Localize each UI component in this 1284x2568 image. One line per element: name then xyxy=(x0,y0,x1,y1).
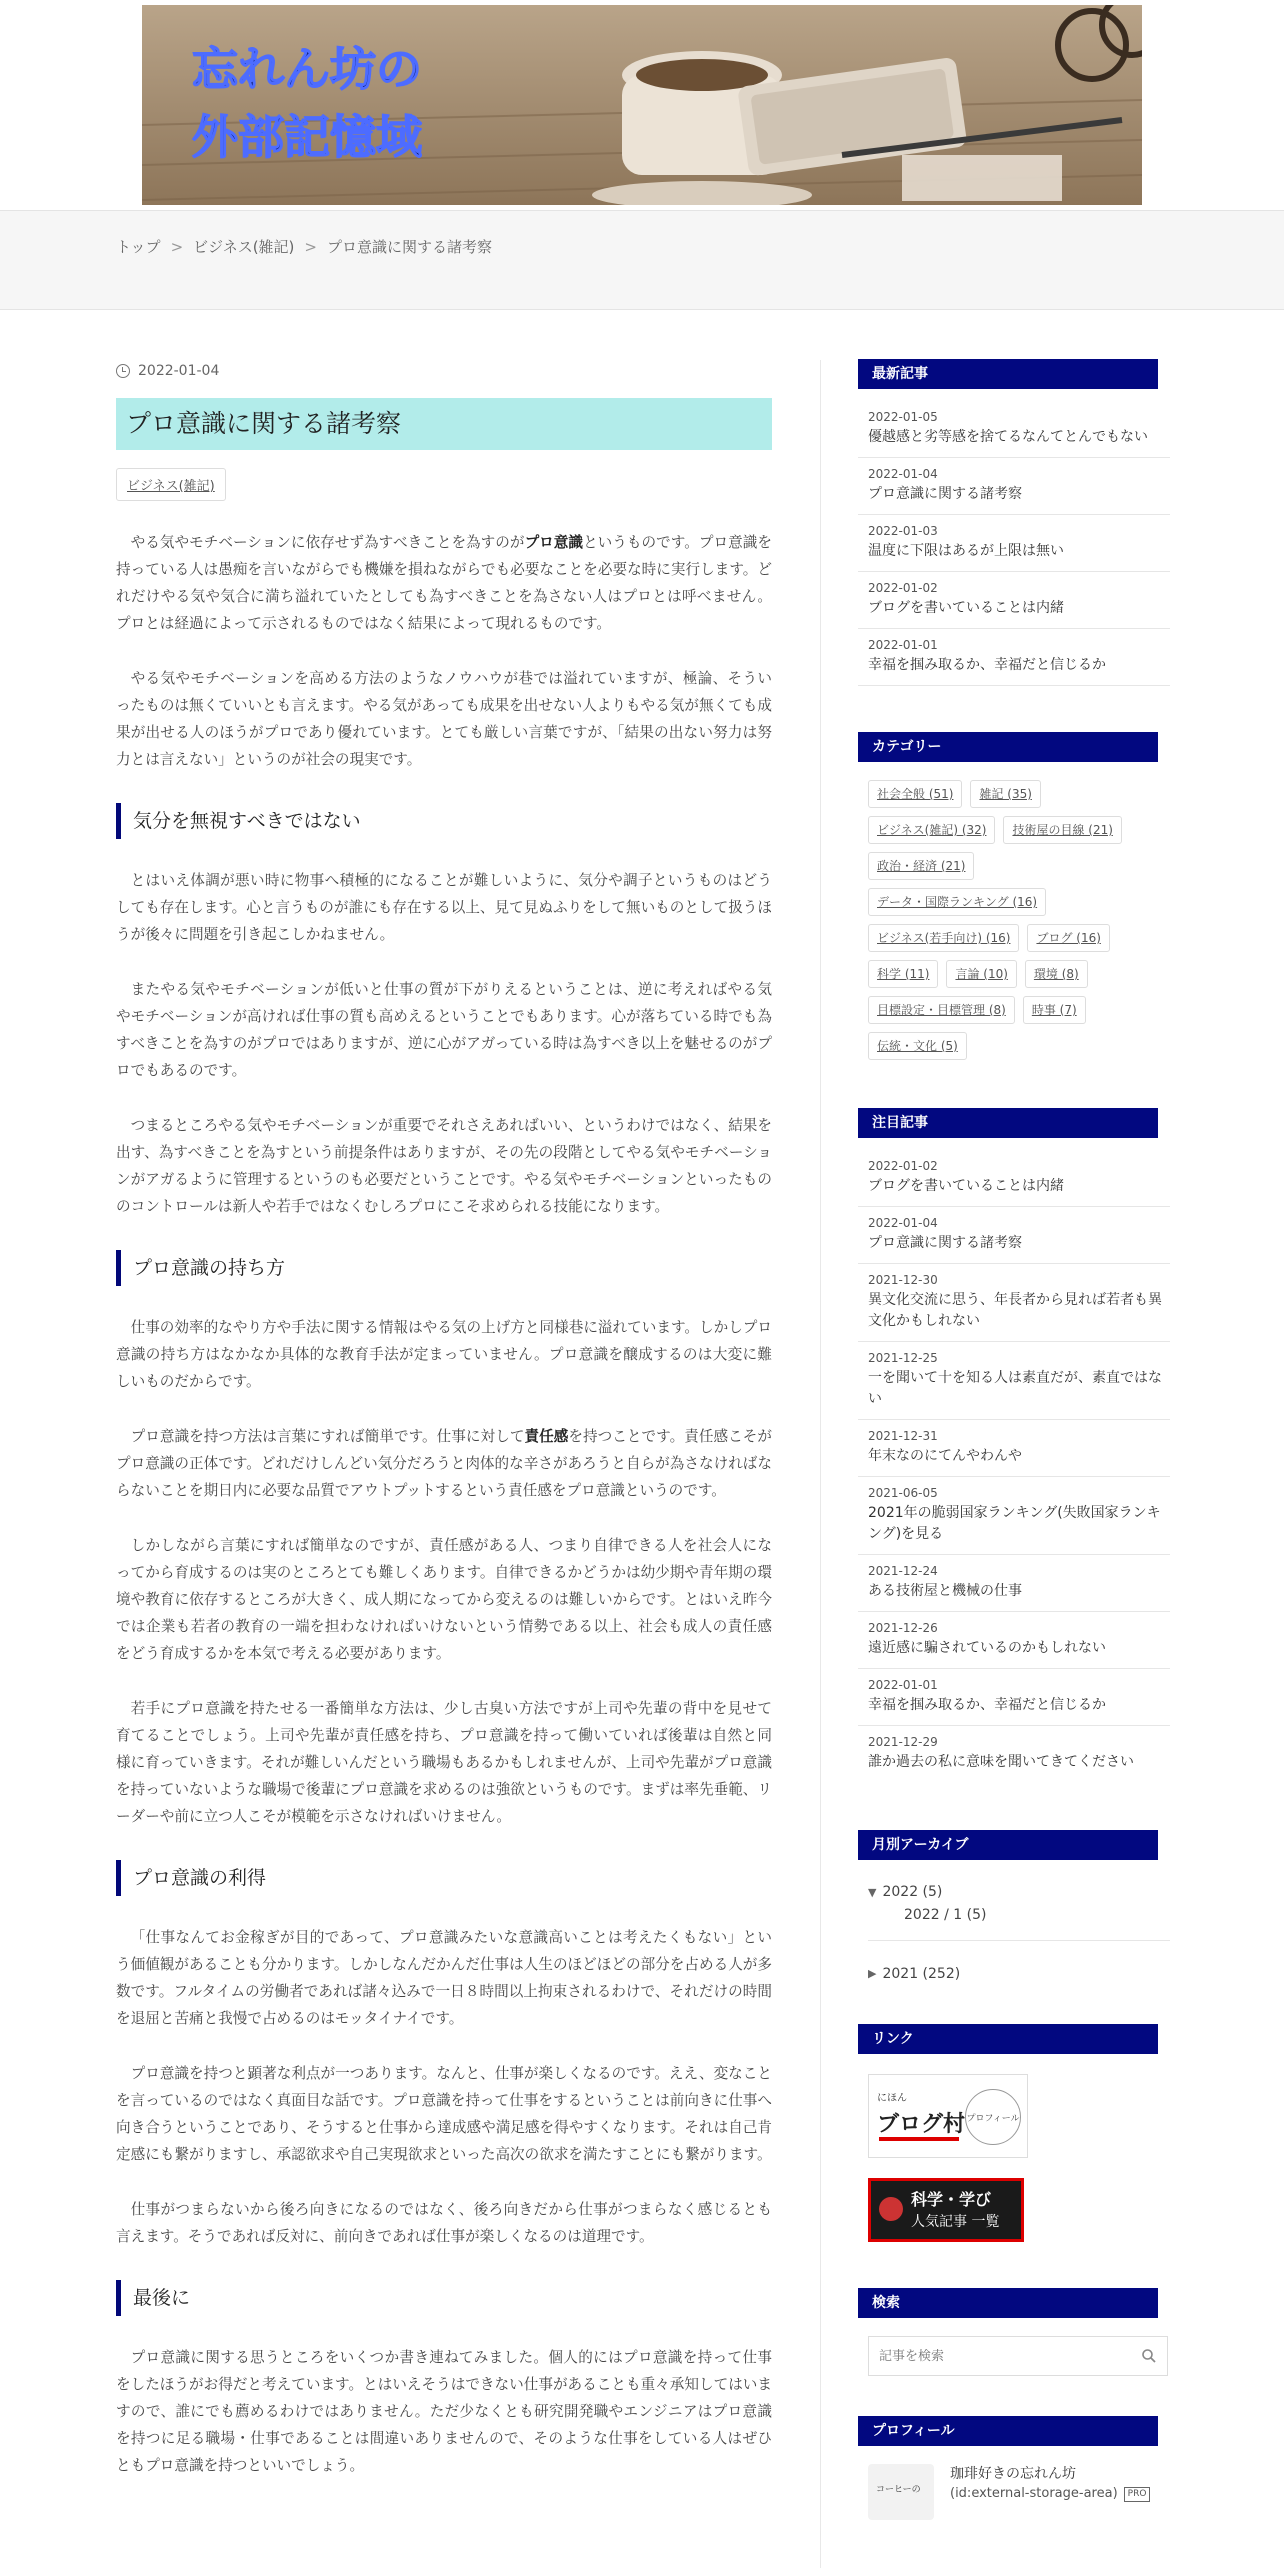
featured-item[interactable] xyxy=(858,1420,1170,1477)
item-date: 2022-01-04 xyxy=(868,1216,938,1230)
recent-item[interactable] xyxy=(858,458,1170,515)
blogmura-badge[interactable] xyxy=(868,2074,1028,2158)
featured-item[interactable] xyxy=(858,1207,1170,1264)
search-icon[interactable] xyxy=(1141,2348,1157,2364)
breadcrumb-sep: > xyxy=(170,237,184,256)
featured-item[interactable] xyxy=(858,1555,1170,1612)
item-date: 2021-12-24 xyxy=(868,1564,938,1578)
featured-item[interactable] xyxy=(858,1477,1170,1555)
item-link[interactable]: 遠近感に騙されているのかもしれない xyxy=(868,1640,1106,1656)
paragraph xyxy=(116,1423,772,1504)
recent-item[interactable] xyxy=(858,515,1170,572)
paragraph: プロ意識を持つと顕著な利点が一つあります。なんと、仕事が楽しくなるのです。ええ、変なことを言っているのではなく真面目な話です。プロ意識を持って仕事をするということは前向きに仕事へ向き合うということであり、そうすると仕事から達成感や満足感を得やすくなります。それは自己肯定感にも繋がりますし、承認欲求や自己実現欲求といった高次の欲求を満たすことにも繋がります。 xyxy=(116,2065,772,2163)
profile-id-row xyxy=(950,2484,1150,2504)
clock-icon xyxy=(116,364,130,378)
item-link[interactable]: 幸福を掴み取るか、幸福だと信じるか xyxy=(868,657,1106,673)
badge-line2: 人気記事 一覧 xyxy=(911,2214,1000,2230)
post-date-text: 2022-01-04 xyxy=(138,363,220,379)
text: というものです。プロ意識を持っている人は愚痴を言いながらでも機嫌を損ねながらでも必要なことを必要な時に実行します。どれだけやる気や気合に満ち溢れていたとしても為すべきことを為さない人はプロとは呼べません。プロとは経過によって示されるものではなく結果によって現れるものです。 xyxy=(116,534,772,632)
badge-main-text: ブログ村 xyxy=(877,2112,966,2137)
breadcrumb-category[interactable]: ビジネス(雑記) xyxy=(193,238,295,256)
flame-icon xyxy=(879,2197,903,2221)
recent-item[interactable] xyxy=(858,572,1170,629)
bold-text: 責任感 xyxy=(524,1428,569,1445)
featured-item[interactable] xyxy=(858,1150,1170,1207)
paragraph: つまるところやる気やモチベーションが重要でそれさえあればいい、というわけではなく、結果を出す、為すべきことを為すという前提条件はありますが、その先の段階としてやる気やモチベーションがアガるように管理するというのも必要だということです。やる気やモチベーションといったもののコントロールは新人や若手ではなくむしろプロにこそ求められる技能になります。 xyxy=(116,1117,772,1215)
archive-year-2021[interactable] xyxy=(868,1940,1170,1984)
featured-item[interactable] xyxy=(858,1264,1170,1342)
breadcrumb-current: プロ意識に関する諸考察 xyxy=(326,238,492,256)
category-tag[interactable]: 技術屋の目線 (21) xyxy=(1003,816,1121,844)
item-date: 2021-12-31 xyxy=(868,1429,938,1443)
item-link[interactable]: ある技術屋と機械の仕事 xyxy=(868,1583,1022,1599)
featured-item[interactable] xyxy=(858,1726,1170,1782)
profile-heading: プロフィール xyxy=(858,2416,1158,2446)
category-tag[interactable]: データ・国際ランキング (16) xyxy=(868,888,1046,916)
item-link[interactable]: 幸福を掴み取るか、幸福だと信じるか xyxy=(868,1697,1106,1713)
featured-item[interactable] xyxy=(858,1342,1170,1420)
recent-list xyxy=(858,401,1170,686)
archive-heading: 月別アーカイブ xyxy=(858,1830,1158,1860)
category-tag[interactable]: 科学 (11) xyxy=(868,960,938,988)
paragraph: 若手にプロ意識を持たせる一番簡単な方法は、少し古臭い方法ですが上司や先輩の背中を見せて育てることでしょう。上司や先輩が責任感を持ち、プロ意識を持って働いていれば後輩は自然と同様に育っていきます。それが難しいんだという職場もあるかもしれませんが、上司や先輩がプロ意識を持っていないような職場で後輩にプロ意識を求めるのは強欲というものです。まずは率先垂範、リーダーや前に立つ人こそが模範を示さなければいけません。 xyxy=(116,1700,772,1825)
breadcrumb-band xyxy=(0,210,1284,310)
breadcrumb-sep: > xyxy=(304,237,317,256)
badge-small-text: にほん xyxy=(877,2093,907,2104)
text: プロ意識を持つ方法は言葉にすれば簡単です。仕事に対して xyxy=(130,1428,525,1445)
item-date: 2022-01-04 xyxy=(868,467,938,481)
item-link[interactable]: 誰か過去の私に意味を聞いてきてください xyxy=(868,1754,1134,1770)
paragraph: 仕事がつまらないから後ろ向きになるのではなく、後ろ向きだから仕事がつまらなく感じるとも言えます。そうであれば反対に、前向きであれば仕事が楽しくなるのは道理です。 xyxy=(116,2201,772,2245)
item-link[interactable]: 2021年の脆弱国家ランキング(失敗国家ランキング)を見る xyxy=(868,1505,1161,1542)
archive-year-label: 2021 (252) xyxy=(882,1965,961,1982)
item-link[interactable]: 温度に下限はあるが上限は無い xyxy=(868,543,1064,559)
item-link[interactable]: ブログを書いていることは内緒 xyxy=(868,600,1064,616)
paragraph: しかしながら言葉にすれば簡単なのですが、責任感がある人、つまり自律できる人を社会人になってから育成するのは実のところとても難しくあります。自律できるかどうかは幼少期や青年期の環境や教育に依存するところが大きく、成人期になってから変えるのは難しいからです。とはいえ昨今では企業も若者の教育の一端を担わなければいけないという情勢である以上、社会も成人の責任感をどう育成するかを本気で考える必要があります。 xyxy=(116,1537,772,1662)
category-heading: カテゴリー xyxy=(858,732,1158,762)
search-heading: 検索 xyxy=(858,2288,1158,2318)
item-date: 2021-12-26 xyxy=(868,1621,938,1635)
paragraph: やる気やモチベーションを高める方法のようなノウハウが巷では溢れていますが、極論、そういったものは無くていいとも言えます。やる気があっても成果を出せない人よりもやる気が無くても成果が出せる人のほうがプロであり優れています。とても厳しい言葉ですが、「結果の出ない努力は努力とは言えない」というのが社会の現実です。 xyxy=(116,670,772,768)
logo-line2: 外部記憶域 xyxy=(192,110,422,164)
column-divider xyxy=(820,360,821,2568)
item-link[interactable]: 年末なのにてんやわんや xyxy=(868,1448,1022,1464)
badge-line1: 科学・学び xyxy=(911,2190,992,2209)
expand-right-icon: ▶ xyxy=(868,1967,877,1980)
breadcrumb-top[interactable]: トップ xyxy=(116,238,161,256)
breadcrumb xyxy=(116,236,492,257)
item-link[interactable]: プロ意識に関する諸考察 xyxy=(868,1235,1022,1251)
section-heading: プロ意識の持ち方 xyxy=(116,1250,772,1286)
expand-down-icon: ▼ xyxy=(868,1885,877,1899)
archive-list xyxy=(858,1880,1170,1984)
paragraph: とはいえ体調が悪い時に物事へ積極的になることが難しいように、気分や調子というものはどうしても存在します。心と言うものが誰にも存在する以上、見て見ぬふりをして無いものとして扱うほうが後々に問題を引き起こしかねません。 xyxy=(116,872,772,943)
recent-item[interactable] xyxy=(858,629,1170,686)
link-heading: リンク xyxy=(858,2024,1158,2054)
paragraph: またやる気やモチベーションが低いと仕事の質が下がりえるということは、逆に考えればやる気やモチベーションが高ければ仕事の質も高めえるということでもあります。心が落ちている時でも為すべきことを為すのがプロではありますが、逆に心がアガっている時は為すべき以上を魅せるのがプロでもあるのです。 xyxy=(116,981,772,1079)
item-date: 2021-12-29 xyxy=(868,1735,938,1749)
pro-badge: PRO xyxy=(1124,2487,1151,2502)
archive-month-2022-1[interactable]: 2022 / 1 (5) xyxy=(904,1907,987,1923)
sidebar xyxy=(858,359,1170,2520)
paragraph xyxy=(116,529,772,637)
section-heading: 最後に xyxy=(116,2280,772,2316)
item-date: 2022-01-03 xyxy=(868,524,938,538)
text: を持つことです。責任感こそがプロ意識の正体です。どれだけしんどい気分だろうと肉体的な辛さがあろうと自らが為さなければならないことを期日内に必要な品質でアウトプットするという責任感をプロ意識というのです。 xyxy=(116,1428,772,1499)
featured-item[interactable] xyxy=(858,1612,1170,1669)
archive-year-label: 2022 (5) xyxy=(882,1884,943,1900)
header-banner[interactable] xyxy=(142,5,1142,205)
item-date: 2022-01-05 xyxy=(868,410,938,424)
paragraph: 「仕事なんてお金稼ぎが目的であって、プロ意識みたいな意識高いことは考えたくもない」という価値観があることも分かります。しかしなんだかんだ仕事は人生のほどほどの部分を占める人が多数です。フルタイムの労働者であれば諸々込みで一日８時間以上拘束されるわけで、それだけの時間を退屈と苦痛と我慢で占めるのはモッタイナイです。 xyxy=(116,1929,772,2027)
item-date: 2021-06-05 xyxy=(868,1486,938,1500)
item-date: 2021-12-30 xyxy=(868,1273,938,1287)
avatar[interactable] xyxy=(868,2464,934,2520)
item-date: 2021-12-25 xyxy=(868,1351,938,1365)
item-link[interactable]: 異文化交流に思う、年長者から見れば若者も異文化かもしれない xyxy=(868,1292,1162,1329)
recent-item[interactable] xyxy=(858,401,1170,458)
category-tag[interactable]: 目標設定・目標管理 (8) xyxy=(868,996,1015,1024)
category-tag[interactable]: 環境 (8) xyxy=(1025,960,1088,988)
category-tag[interactable]: 伝統・文化 (5) xyxy=(868,1032,967,1060)
category-tag[interactable]: 政治・経済 (21) xyxy=(868,852,974,880)
avatar-text: コーヒーの xyxy=(876,2485,921,2495)
profile-card xyxy=(858,2464,1170,2520)
category-tags xyxy=(858,780,1158,1060)
item-link[interactable]: 一を聞いて十を知る人は素直だが、素直ではない xyxy=(868,1370,1162,1407)
category-tag[interactable]: 言論 (10) xyxy=(946,960,1016,988)
search-input[interactable] xyxy=(879,2349,1119,2364)
featured-heading: 注目記事 xyxy=(858,1108,1158,1138)
item-link[interactable]: 優越感と劣等感を捨てるなんてとんでもない xyxy=(868,429,1148,445)
section-heading: 気分を無視すべきではない xyxy=(116,803,772,839)
paragraph: 仕事の効率的なやり方や手法に関する情報はやる気の上げ方と同様巷に溢れています。しかしプロ意識の持ち方はなかなか具体的な教育手法が定まっていません。プロ意識を醸成するのは大変に難しいものだからです。 xyxy=(116,1319,772,1390)
text: やる気やモチベーションに依存せず為すべきことを為すのが xyxy=(130,534,525,551)
item-date: 2022-01-01 xyxy=(868,1678,938,1692)
search-box xyxy=(868,2336,1168,2376)
item-date: 2022-01-02 xyxy=(868,581,938,595)
archive-year-2022[interactable] xyxy=(868,1880,1170,1904)
logo-line1: 忘れん坊の xyxy=(192,42,422,96)
badge-underline xyxy=(879,2137,959,2141)
item-date: 2022-01-02 xyxy=(868,1159,938,1173)
category-tag[interactable]: ブログ (16) xyxy=(1027,924,1109,952)
paragraph: プロ意識に関する思うところをいくつか書き連ねてみました。個人的にはプロ意識を持って仕事をしたほうがお得だと考えています。とはいえそうはできない仕事があることも重々承知してはいますので、誰にでも薦めるわけではありません。ただ少なくとも研究開発職やエンジニアはプロ意識を持つに足る職場・仕事であることは間違いありませんので、そのような仕事をしている人はぜひともプロ意識を持つといいでしょう。 xyxy=(116,2349,772,2474)
category-tag[interactable]: ビジネス(雑記) (32) xyxy=(868,816,995,844)
profile-id[interactable]: (id:external-storage-area) xyxy=(950,2486,1118,2501)
category-tag[interactable]: 雑記 (35) xyxy=(970,780,1040,808)
badge-circle: プロフィール xyxy=(965,2089,1021,2145)
category-tag[interactable]: 社会全般 (51) xyxy=(868,780,962,808)
profile-name[interactable]: 珈琲好きの忘れん坊 xyxy=(950,2466,1076,2482)
post-title: プロ意識に関する諸考察 xyxy=(116,398,772,450)
featured-item[interactable] xyxy=(858,1669,1170,1726)
category-tag[interactable]: ビジネス(若手向け) (16) xyxy=(868,924,1019,952)
featured-list xyxy=(858,1150,1170,1782)
ranking-badge[interactable] xyxy=(868,2178,1024,2242)
item-date: 2022-01-01 xyxy=(868,638,938,652)
category-tag[interactable]: 時事 (7) xyxy=(1023,996,1086,1024)
post-date xyxy=(116,360,772,382)
article xyxy=(116,360,772,2479)
recent-heading: 最新記事 xyxy=(858,359,1158,389)
item-link[interactable]: プロ意識に関する諸考察 xyxy=(868,486,1022,502)
section-heading: プロ意識の利得 xyxy=(116,1860,772,1896)
bold-text: プロ意識 xyxy=(524,534,584,551)
post-category-tag[interactable]: ビジネス(雑記) xyxy=(116,468,226,501)
item-link[interactable]: ブログを書いていることは内緒 xyxy=(868,1178,1064,1194)
